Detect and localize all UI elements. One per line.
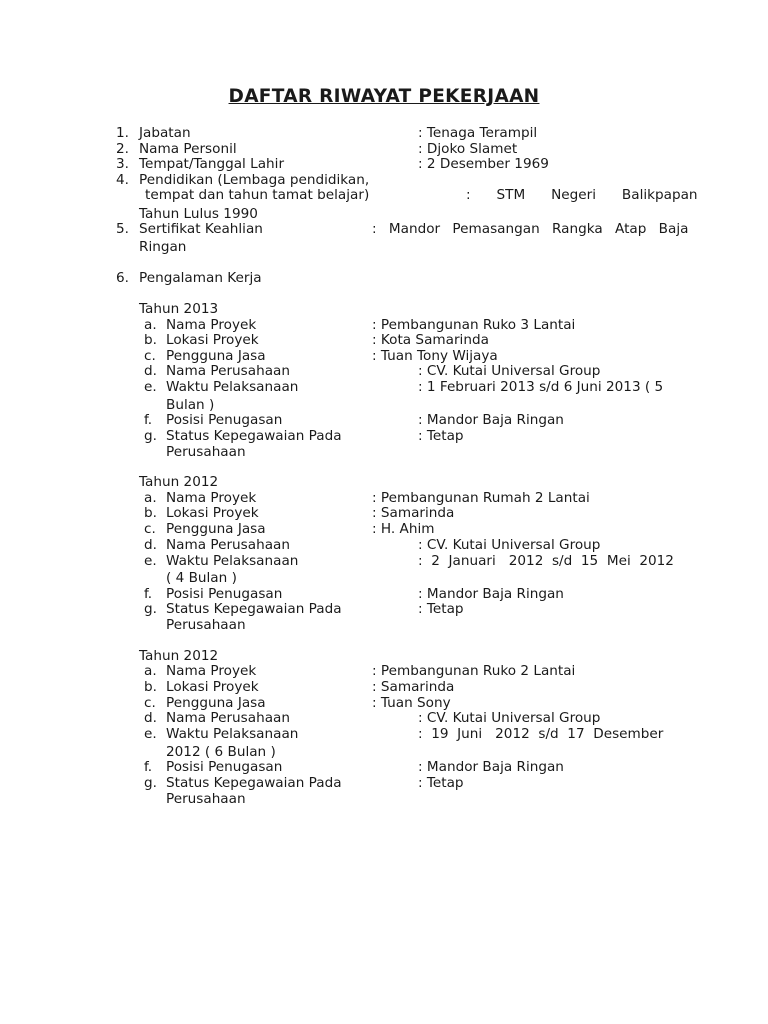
item-label-continued: tempat dan tahun tamat belajar) — [145, 187, 370, 203]
row-value: : Mandor Baja Ringan — [418, 759, 564, 775]
row-label: Waktu Pelaksanaan — [166, 726, 299, 742]
row-label-continued: Perusahaan — [166, 791, 246, 807]
row-label: Lokasi Proyek — [166, 679, 259, 695]
row-value: : Mandor Baja Ringan — [418, 412, 564, 428]
row-label: Pengguna Jasa — [166, 348, 266, 364]
row-letter: d. — [144, 363, 157, 379]
experience-year: Tahun 2012 — [139, 474, 219, 490]
item-number: 5. — [116, 221, 129, 237]
row-value: : Tuan Sony — [372, 695, 451, 711]
row-label: Status Kepegawaian Pada — [166, 601, 342, 617]
item-label: Jabatan — [139, 125, 191, 141]
row-label: Nama Proyek — [166, 317, 257, 333]
row-label: Nama Proyek — [166, 490, 257, 506]
row-letter: c. — [144, 521, 156, 537]
item-number: 2. — [116, 141, 129, 157]
row-value-continued: 2012 ( 6 Bulan ) — [166, 744, 276, 760]
row-label: Lokasi Proyek — [166, 505, 259, 521]
row-label: Nama Perusahaan — [166, 710, 290, 726]
item-label: Sertifikat Keahlian — [139, 221, 263, 237]
row-value: : Tetap — [418, 428, 464, 444]
row-letter: b. — [144, 332, 157, 348]
row-letter: f. — [144, 586, 153, 602]
item-number: 4. — [116, 172, 129, 188]
row-label: Status Kepegawaian Pada — [166, 775, 342, 791]
item-value-continued: Ringan — [139, 239, 187, 255]
row-letter: g. — [144, 601, 157, 617]
item-label: Pengalaman Kerja — [139, 270, 262, 286]
item-label: Tempat/Tanggal Lahir — [139, 156, 285, 172]
row-letter: e. — [144, 726, 157, 742]
row-value: : H. Ahim — [372, 521, 435, 537]
row-letter: e. — [144, 553, 157, 569]
row-value: : Pembangunan Ruko 2 Lantai — [372, 663, 576, 679]
row-label-continued: Perusahaan — [166, 617, 246, 633]
row-label-continued: Perusahaan — [166, 444, 246, 460]
row-label: Posisi Penugasan — [166, 759, 283, 775]
row-letter: a. — [144, 663, 157, 679]
row-letter: g. — [144, 775, 157, 791]
row-label: Posisi Penugasan — [166, 586, 283, 602]
row-value: : CV. Kutai Universal Group — [418, 363, 601, 379]
row-value: : 2 Januari 2012 s/d 15 Mei 2012 — [418, 553, 674, 569]
document-title: DAFTAR RIWAYAT PEKERJAAN — [228, 86, 540, 107]
item-value: : STM Negeri Balikpapan — [466, 187, 698, 203]
row-label: Nama Proyek — [166, 663, 257, 679]
row-letter: a. — [144, 490, 157, 506]
row-value: : Pembangunan Rumah 2 Lantai — [372, 490, 590, 506]
item-value: : Tenaga Terampil — [418, 125, 538, 141]
item-value: : Mandor Pemasangan Rangka Atap Baja — [372, 221, 689, 237]
experience-year: Tahun 2012 — [139, 648, 219, 664]
item-value: : Djoko Slamet — [418, 141, 518, 157]
item-value: : 2 Desember 1969 — [418, 156, 549, 172]
row-value: : 19 Juni 2012 s/d 17 Desember — [418, 726, 664, 742]
row-label: Posisi Penugasan — [166, 412, 283, 428]
row-value-continued: Bulan ) — [166, 397, 215, 413]
row-letter: f. — [144, 759, 153, 775]
item-label: Nama Personil — [139, 141, 237, 157]
row-value: : Pembangunan Ruko 3 Lantai — [372, 317, 576, 333]
item-label: Pendidikan (Lembaga pendidikan, — [139, 172, 370, 188]
row-label: Nama Perusahaan — [166, 363, 290, 379]
row-value: : Mandor Baja Ringan — [418, 586, 564, 602]
row-label: Pengguna Jasa — [166, 695, 266, 711]
row-value-continued: ( 4 Bulan ) — [166, 570, 237, 586]
row-value: : Tuan Tony Wijaya — [372, 348, 498, 364]
row-letter: d. — [144, 710, 157, 726]
row-value: : Tetap — [418, 775, 464, 791]
row-label: Pengguna Jasa — [166, 521, 266, 537]
row-label: Lokasi Proyek — [166, 332, 259, 348]
row-value: : Tetap — [418, 601, 464, 617]
row-value: : Kota Samarinda — [372, 332, 489, 348]
row-label: Nama Perusahaan — [166, 537, 290, 553]
row-letter: g. — [144, 428, 157, 444]
item-number: 3. — [116, 156, 129, 172]
row-label: Waktu Pelaksanaan — [166, 379, 299, 395]
row-label: Status Kepegawaian Pada — [166, 428, 342, 444]
row-letter: a. — [144, 317, 157, 333]
experience-year: Tahun 2013 — [139, 301, 219, 317]
row-letter: c. — [144, 348, 156, 364]
row-letter: b. — [144, 679, 157, 695]
row-letter: e. — [144, 379, 157, 395]
item-number: 6. — [116, 270, 129, 286]
item-number: 1. — [116, 125, 129, 141]
row-value: : 1 Februari 2013 s/d 6 Juni 2013 ( 5 — [418, 379, 664, 395]
row-label: Waktu Pelaksanaan — [166, 553, 299, 569]
row-letter: c. — [144, 695, 156, 711]
row-letter: b. — [144, 505, 157, 521]
item-value-continued: Tahun Lulus 1990 — [139, 206, 258, 222]
row-letter: f. — [144, 412, 153, 428]
row-value: : CV. Kutai Universal Group — [418, 537, 601, 553]
row-value: : CV. Kutai Universal Group — [418, 710, 601, 726]
row-value: : Samarinda — [372, 505, 455, 521]
row-value: : Samarinda — [372, 679, 455, 695]
row-letter: d. — [144, 537, 157, 553]
